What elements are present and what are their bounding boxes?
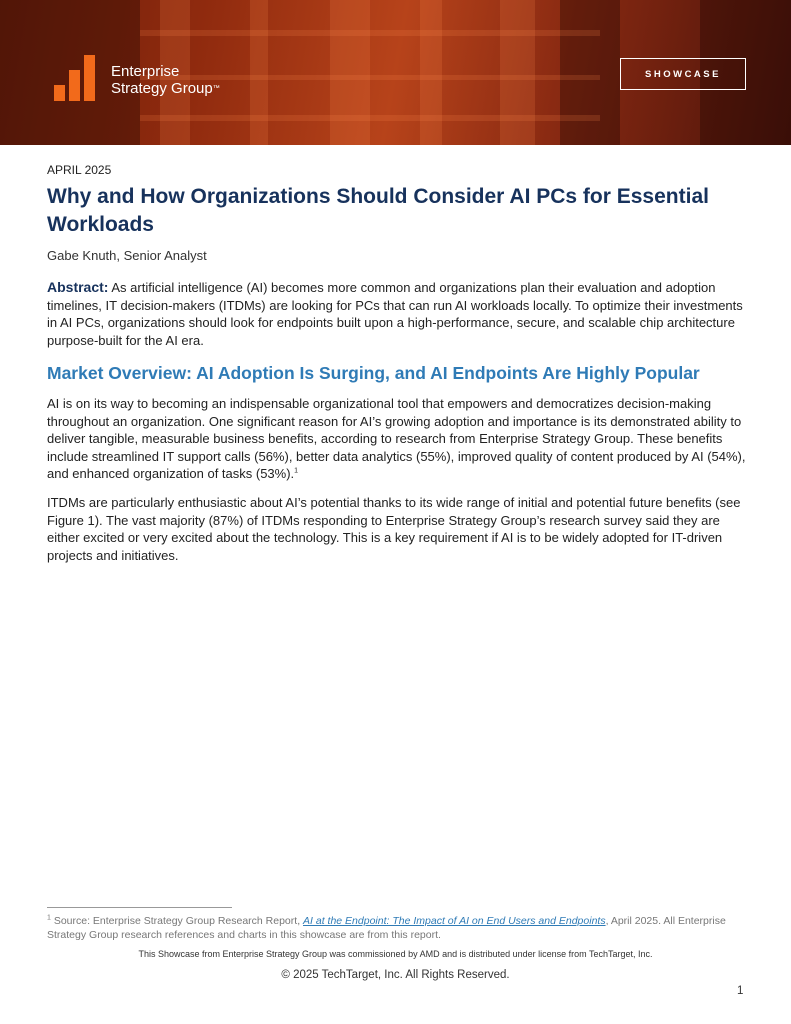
author-line: Gabe Knuth, Senior Analyst — [47, 248, 207, 263]
abstract-text: As artificial intelligence (AI) becomes more common and organizations plan their evaluation and adoption timelines, IT decision-makers (ITDMs) are looking for PCs that can run AI workloads locally. To optimize their investments in AI PCs, organizations should look for endpoints built upon a high-performance, secure, and scalable chip architecture purpose-built for the AI era. — [47, 280, 743, 348]
publication-date: APRIL 2025 — [47, 163, 112, 177]
footnote-number: 1 — [47, 914, 51, 922]
footnote — [47, 914, 752, 942]
footnote-report-link[interactable]: AI at the Endpoint: The Impact of AI on End Users and Endpoints — [303, 915, 606, 927]
body-paragraph-2: ITDMs are particularly enthusiastic about AI’s potential thanks to its wide range of initial and potential future benefits (see Figure 1). The vast majority (87%) of ITDMs responding to Enterprise Strategy Group’s research survey said they are either excited or very excited about the technology. This is a key requirement if AI is to be widely adopted for IT-driven projects and initiatives. — [47, 495, 741, 563]
license-notice: This Showcase from Enterprise Strategy Group was commissioned by AMD and is distributed under license from TechTarget, Inc. — [138, 949, 653, 959]
footnote-prefix: Source: Enterprise Strategy Group Research Report, — [50, 915, 304, 927]
logo-wordmark — [111, 63, 220, 97]
footnote-divider — [47, 907, 232, 908]
abstract-paragraph — [47, 279, 747, 349]
copyright-notice: © 2025 TechTarget, Inc. All Rights Reserved. — [281, 969, 510, 981]
body-paragraph-1-text: AI is on its way to becoming an indispensable organizational tool that empowers and democratizes decision-making throughout an organization. One significant reason for AI’s growing adoption and importance is its demonstrated ability to deliver tangible, measurable business benefits, according to research from Enterprise Strategy Group. These benefits include streamlined IT support calls (56%), better data analytics (55%), improved quality of content produced by AI (54%), and enhanced organization of tasks (53%). — [47, 396, 746, 481]
showcase-badge: SHOWCASE — [620, 58, 746, 90]
abstract-label: Abstract: — [47, 279, 109, 295]
body-paragraph-1 — [47, 395, 752, 483]
logo-line-2: Strategy Group — [111, 80, 213, 97]
footnote-reference: 1 — [294, 467, 299, 475]
section-heading: Market Overview: AI Adoption Is Surging, and AI Endpoints Are Highly Popular — [47, 363, 700, 383]
footnote-suffix: , April 2025. All Enterprise Strategy Group research references and charts in this showcase are from this report. — [47, 915, 726, 941]
page-number: 1 — [737, 985, 744, 997]
page-title: Why and How Organizations Should Consider AI PCs for Essential Workloads — [47, 185, 709, 236]
logo-line-1: Enterprise — [111, 63, 180, 80]
header-banner — [0, 0, 791, 145]
logo-trademark: ™ — [212, 85, 220, 92]
logo-bars-icon — [54, 55, 104, 101]
